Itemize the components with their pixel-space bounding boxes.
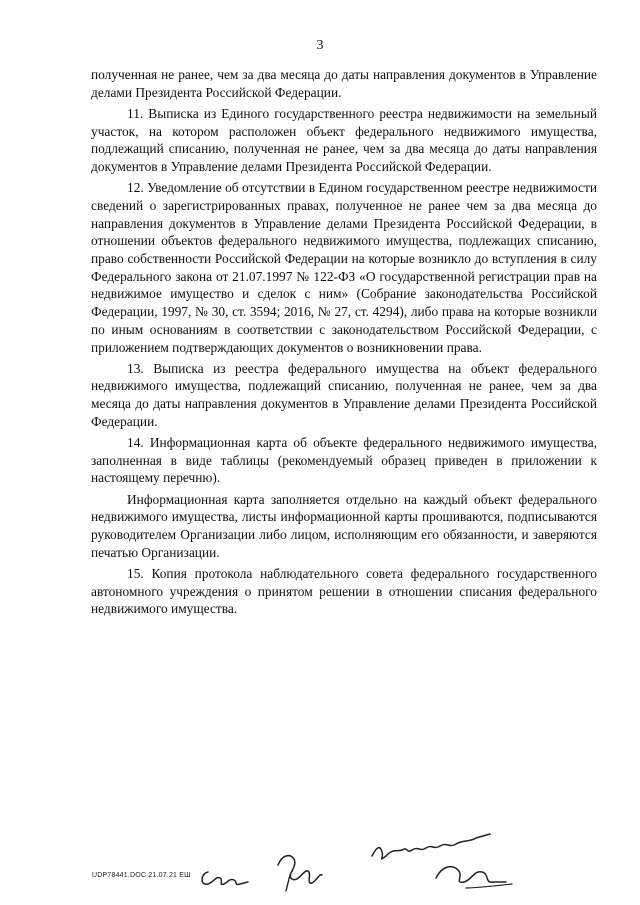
paragraph-item-11: 11. Выписка из Единого государственного реестра недвижимости на земельный участок, на котором расположен объект федерального недвижимого имущества, подлежащий списанию, полученная не ранее, чем за два месяца до даты направления документов в Управление делами Президента Российской Федерации. — [91, 105, 597, 175]
signature-2 — [268, 845, 330, 897]
signature-1 — [198, 862, 256, 892]
signature-3 — [366, 826, 520, 898]
paragraph-item-15: 15. Копия протокола наблюдательного совета федерального государственного автономного учреждения о принятом решении в отношении списания федерального недвижимого имущества. — [91, 565, 597, 617]
document-body — [91, 66, 597, 622]
paragraph-continuation: полученная не ранее, чем за два месяца до даты направления документов в Управление делами Президента Российской Федерации. — [91, 67, 597, 100]
paragraph-item-13: 13. Выписка из реестра федерального имущества на объект федерального недвижимого имущества, подлежащий списанию, полученная не ранее, чем за два месяца до даты направления документов в Управление делами Президента Российской Федерации. — [91, 360, 597, 429]
paragraph-item-14: 14. Информационная карта об объекте федерального недвижимого имущества, заполненная в виде таблицы (рекомендуемый образец приведен в приложении к настоящему перечню). — [91, 435, 597, 486]
footer-doc-code: UDP78441.DOC 21.07.21 EШ — [92, 872, 191, 879]
page-number: 3 — [316, 38, 324, 53]
paragraph-item-12: 12. Уведомление об отсутствии в Едином государственном реестре недвижимости сведений о зарегистрированных правах, полученное не ранее чем за два месяца до направления документов в Управление делами Президента Российской Федерации, в отношении объектов федерального недвижимого имущества, подлежащих списанию, право собственности Российской Федерации на которые возникло до вступления в силу Федерального закона от 21.07.1997 № 122-ФЗ «О государственной регистрации прав на недвижимое имущество и сделок с ним» (Собрание законодательства Российской Федерации, 1997, № 30, ст. 3594; 2016, № 27, ст. 4294), либо права на которые возникли по иным основаниям в соответствии с законодательством Российской Федерации, с приложением подтверждающих документов о возникновении права. — [91, 180, 597, 355]
paragraph-item-14-note: Информационная карта заполняется отдельно на каждый объект федерального недвижимого имущества, листы информационной карты прошиваются, подписываются руководителем Организации либо лицом, исполняющим его обязанности, и заверяются печатью Организации. — [91, 491, 597, 560]
